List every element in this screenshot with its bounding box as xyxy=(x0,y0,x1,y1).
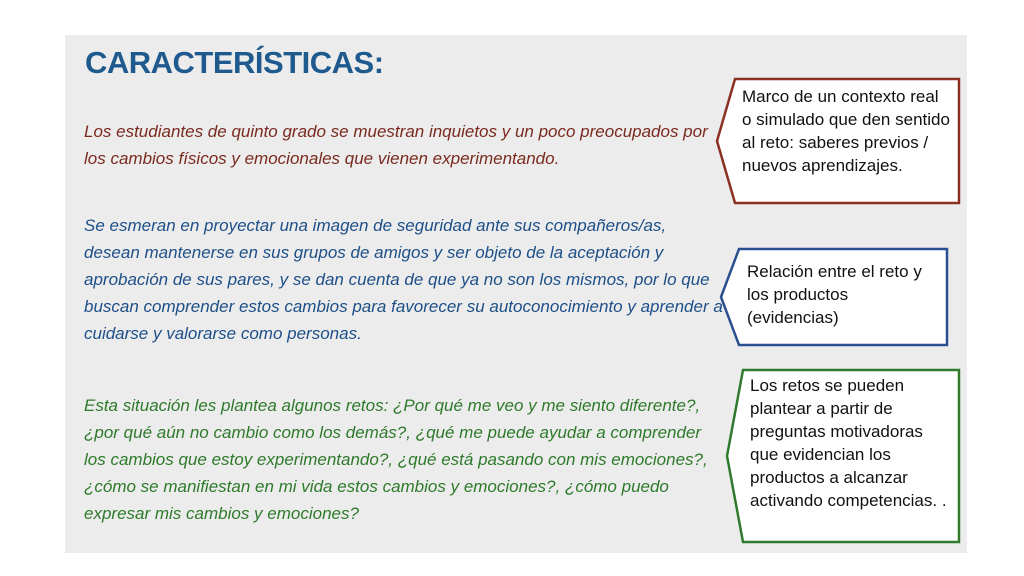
paragraph-challenges: Esta situación les plantea algunos retos: ¿Por qué me veo y me siento diferente?, ¿por qué aún no cambio como los demás?, ¿qué me puede ayudar a comprender los cambios que estoy experimentando?, ¿qué está pasando con mis emociones?, ¿cómo se manifiestan en mi vida estos cambios y emociones?, ¿cómo puedo expresar mis cambios y emociones? xyxy=(84,396,708,523)
slide-title: CARACTERÍSTICAS: xyxy=(85,45,384,80)
callout-challenges-text: Los retos se pueden plantear a partir de preguntas motivadoras que evidencian los productos a alcanzar activando competencias. . xyxy=(750,376,947,510)
paragraph-context: Los estudiantes de quinto grado se muestran inquietos y un poco preocupados por los cambios físicos y emocionales que vienen experimentando. xyxy=(84,122,708,168)
callout-products xyxy=(719,247,949,347)
callout-products-text: Relación entre el reto y los productos (evidencias) xyxy=(747,262,922,327)
paragraph-description: Se esmeran en proyectar una imagen de seguridad ante sus compañeros/as, desean mantenerse en sus grupos de amigos y ser objeto de la aceptación y aprobación de sus pares, y se dan cuenta de que ya no son los mismos, por lo que buscan comprender estos cambios para favorecer su autoconocimiento y aprender a cuidarse y valorarse como personas. xyxy=(84,216,723,343)
callout-context-text: Marco de un contexto real o simulado que den sentido al reto: saberes previos / nuevos aprendizajes. xyxy=(742,87,950,175)
callout-challenges xyxy=(725,368,961,544)
callout-context xyxy=(715,77,961,205)
slide xyxy=(65,35,967,553)
